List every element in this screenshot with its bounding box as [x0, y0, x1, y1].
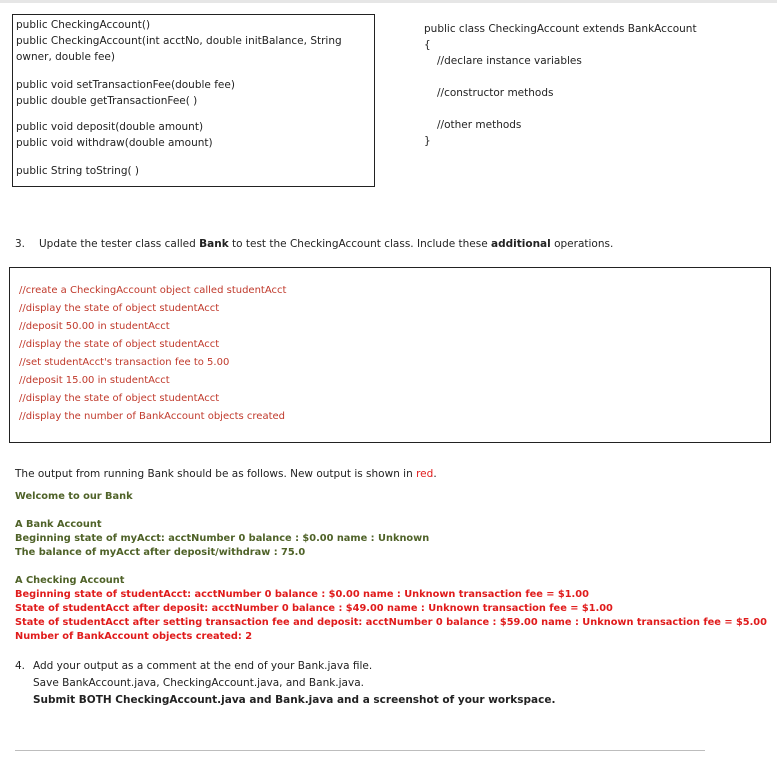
method-line: public void withdraw(double amount) — [16, 137, 213, 149]
additional-keyword: additional — [491, 238, 551, 250]
red-word: red — [416, 468, 434, 480]
comment-line: //deposit 15.00 in studentAcct — [19, 375, 170, 386]
bank-keyword: Bank — [199, 238, 229, 250]
comment-line: //display the state of object studentAcct — [19, 303, 220, 314]
step-4-instruction — [15, 660, 372, 672]
output-red-line: Beginning state of studentAcct: acctNumber 0 balance : $0.00 name : Unknown transaction fee = $1.00 — [15, 589, 589, 600]
step-number: 4. — [15, 660, 26, 672]
comment-line: //set studentAcct's transaction fee to 5.00 — [19, 357, 230, 368]
output-intro — [15, 468, 437, 480]
step-4-submit-line: Submit BOTH CheckingAccount.java and Bank.java and a screenshot of your workspace. — [33, 694, 556, 706]
output-welcome: Welcome to our Bank — [15, 491, 133, 502]
step-4-save-line: Save BankAccount.java, CheckingAccount.java, and Bank.java. — [33, 677, 364, 689]
method-line: public void deposit(double amount) — [16, 121, 204, 133]
comment-line: //create a CheckingAccount object called studentAcct — [19, 285, 287, 296]
output-checking-heading: A Checking Account — [15, 575, 125, 586]
step-text: to test the CheckingAccount class. Include these — [228, 238, 492, 250]
output-bank-line: The balance of myAcct after deposit/withdraw : 75.0 — [15, 547, 306, 558]
step-text: Add your output as a comment at the end of your Bank.java file. — [33, 660, 373, 672]
class-line: public class CheckingAccount extends BankAccount — [424, 23, 697, 35]
step-text: Update the tester class called — [39, 238, 200, 250]
class-line: //constructor methods — [437, 87, 554, 99]
comment-line: //display the state of object studentAcct — [19, 339, 220, 350]
top-divider — [0, 0, 777, 3]
step-3-instruction — [15, 238, 613, 250]
output-red-line: State of studentAcct after setting transaction fee and deposit: acctNumber 0 balance : $59.00 name : Unknown transaction fee = $5.00 — [15, 617, 767, 628]
class-line: //declare instance variables — [437, 55, 582, 67]
output-red-line: State of studentAcct after deposit: acctNumber 0 balance : $49.00 name : Unknown transaction fee = $1.00 — [15, 603, 613, 614]
bottom-divider — [15, 750, 705, 751]
class-line: { — [424, 39, 431, 51]
class-line: } — [424, 135, 431, 147]
class-line: //other methods — [437, 119, 522, 131]
intro-text: The output from running Bank should be as follows. New output is shown in — [15, 468, 417, 480]
method-line: public CheckingAccount(int acctNo, double initBalance, String — [16, 35, 342, 47]
comment-line: //display the number of BankAccount objects created — [19, 411, 286, 422]
output-bank-heading: A Bank Account — [15, 519, 102, 530]
method-line: public void setTransactionFee(double fee) — [16, 79, 235, 91]
tester-comments-box — [9, 267, 771, 443]
method-line: public String toString( ) — [16, 165, 140, 177]
intro-period: . — [433, 468, 437, 480]
method-line: public CheckingAccount() — [16, 19, 151, 31]
output-bank-line: Beginning state of myAcct: acctNumber 0 balance : $0.00 name : Unknown — [15, 533, 430, 544]
method-line: public double getTransactionFee( ) — [16, 95, 198, 107]
method-line: owner, double fee) — [16, 51, 115, 63]
comment-line: //deposit 50.00 in studentAcct — [19, 321, 170, 332]
step-number: 3. — [15, 238, 26, 250]
step-text: operations. — [550, 238, 614, 250]
comment-line: //display the state of object studentAcct — [19, 393, 220, 404]
output-red-line: Number of BankAccount objects created: 2 — [15, 631, 253, 642]
methods-box — [12, 14, 375, 187]
